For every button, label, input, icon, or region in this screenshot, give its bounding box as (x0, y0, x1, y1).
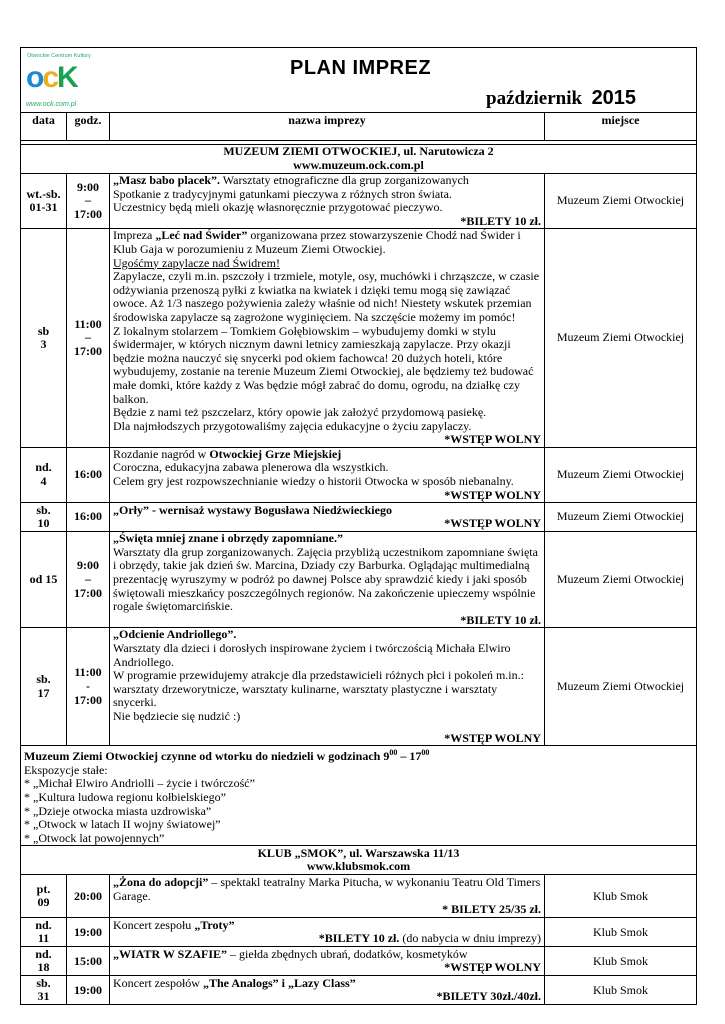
list-item: * „Michał Elwiro Andriolli – życie i twórczość” (24, 776, 255, 791)
header-frame (20, 47, 697, 112)
museum-hours: Muzeum Ziemi Otwockiej czynne od wtorku do niedzieli w godzinach $9^{00} - 17^{00}$ (24, 748, 430, 764)
event-title: „WIATR W SZAFIE” (113, 946, 228, 961)
exhibitions-label: Ekspozycje stałe: (24, 762, 108, 777)
ticket-note: (do nabycia w dniu imprezy) (399, 931, 541, 946)
col-date: data (21, 113, 67, 141)
list-item: * „Dzieje otwocka miasta uzdrowiska” (24, 803, 212, 818)
ticket-label: *WSTĘP WOLNY (444, 960, 541, 975)
ticket-label: *WSTĘP WOLNY (444, 516, 541, 531)
schedule-table (20, 112, 697, 1005)
event-place: Klub Smok (545, 947, 697, 976)
ticket-label: *BILETY 10 zł. (460, 213, 541, 228)
event-place: Muzeum Ziemi Otwockiej (545, 532, 697, 628)
event-title: Otwockiej Grze Miejskiej (209, 446, 342, 461)
logo-mark: ocK (26, 61, 77, 94)
col-time: godz. (67, 113, 110, 141)
event-place: Klub Smok (545, 875, 697, 918)
logo-top-text: Otwockie Centrum Kultury (27, 53, 91, 59)
event-subtitle: Ugośćmy zapylacze nad Świdrem! (113, 255, 280, 270)
table-row: nd. 4 16:00 Rozdanie nagród w Otwockiej Grze Miejskiej Coroczna, edukacyjna zabawa plenerowa dla wszystkich. Celem gry jest rozpowszechnianie wiedzy o historii Otwocka w sposób niebanalny. *WSTĘP WOLNY Muzeum Ziemi Otwockiej (21, 447, 697, 502)
table-row: sb 3 11:00 – 17:00 Impreza „Leć nad Świder” organizowana przez stowarzyszenie Chodź nad Świder i Klub Gaja w porozumieniu z Muzeum Ziemi Otwockiej. Ugośćmy zapylacze nad Świdrem! Zapylacze, czyli m.in. pszczoły i trzmiele, motyle, osy, muchówki i chrząszcze, w czasie odżywiania przenoszą pyłki z kwiatka na kwiatek i dzięki temu mogą się zawiązać owoce. Aż 1/3 naszego pożywienia zależy właśnie od nich! Niestety wskutek przemian środowiska zapylacze są zagrożone wyginięciem. Na szczęście możemy im pomóc! Z lokalnym stolarzem – Tomkiem Gołębiowskim – wybudujemy domki w stylu świdermajer, w których nicznym dawni letnicy zamieszkają zapylacze. Przy okazji będzie można nauczyć się snycerki pod okiem fachowca! 20 dużych hoteli, które wybudujemy, zostanie na terenie Muzeum Ziemi Otwockiej, ale będziemy też budować małe domki, które każdy z Was będzie mógł zabrać do domu, ogrodu, na działkę czy balkon. Będzie z nami też pszczelarz, który opowie jak założyć przydomową pasiekę. Dla najmłodszych przygotowaliśmy zajęcia edukacyjne o życiu zapylaczy. *WSTĘP WOLNY Muzeum Ziemi Otwockiej (21, 229, 697, 448)
ticket-label: *WSTĘP WOLNY (444, 730, 541, 745)
ticket-label: *WSTĘP WOLNY (444, 432, 541, 447)
list-item: * „Otwock w latach II wojny światowej” (24, 817, 221, 832)
table-row: od 15 9:00 – 17:00 „Święta mniej znane i obrzędy zapomniane.” Warsztaty dla grup zorganizowanych. Zajęcia przybliżą uczestnikom zapomniane święta i obrzędy, takie jak dzień św. Marcina, Dziady czy Barburka. Oglądając multimedialną prezentację wyruszymy w podróż po dawnej Polsce aby sprawdzić kiedy i jaki sposób świętowali mieszkańcy poszczególnych regionów. Na zakończenie upieczemy wspólnie rogale świętomarcińskie. *BILETY 10 zł. Muzeum Ziemi Otwockiej (21, 532, 697, 628)
event-place: Klub Smok (545, 976, 697, 1005)
event-title: „Troty” (194, 917, 235, 932)
ticket-label: *BILETY 30zł./40zł. (436, 989, 541, 1004)
logo-url: www.ock.com.pl (26, 101, 77, 108)
col-name: nazwa imprezy (110, 113, 545, 141)
event-place: Muzeum Ziemi Otwockiej (545, 628, 697, 746)
museum-venue-row (21, 145, 697, 174)
column-headers (21, 113, 697, 141)
ticket-label: *BILETY 10 zł. (460, 612, 541, 627)
event-place: Muzeum Ziemi Otwockiej (545, 447, 697, 502)
museum-venue: MUZEUM ZIEMI OTWOCKIEJ, ul. Narutowicza 2 (223, 144, 494, 159)
event-title: „Orły” - wernisaż wystawy Bogusława Niedźwieckiego (113, 502, 392, 517)
ticket-label: * BILETY 25/35 zł. (442, 902, 541, 917)
list-item: * „Otwock lat powojennych” (24, 830, 165, 845)
event-place: Klub Smok (545, 918, 697, 947)
event-title: „Święta mniej znane i obrzędy zapomniane.” (113, 531, 343, 546)
museum-url: www.muzeum.ock.com.pl (293, 158, 424, 172)
event-title: „Masz babo placek”. (113, 173, 221, 187)
list-item: * „Kultura ludowa regionu kołbielskiego” (24, 789, 226, 804)
table-row: nd. 18 15:00 „WIATR W SZAFIE” – giełda zbędnych ubrań, dodatków, kosmetyków *WSTĘP WOLNY Klub Smok (21, 947, 697, 976)
month-year: październik 2015 (486, 87, 637, 109)
table-row: sb. 31 19:00 Koncert zespołów „The Analogs” i „Lazy Class” *BILETY 30zł./40zł. Klub Smok (21, 976, 697, 1005)
table-row: sb. 10 16:00 „Orły” - wernisaż wystawy Bogusława Niedźwieckiego *WSTĘP WOLNY Muzeum Ziemi Otwockiej (21, 503, 697, 532)
museum-info-row (21, 746, 697, 846)
club-url: www.klubsmok.com (306, 859, 411, 874)
table-row: pt. 09 20:00 „Żona do adopcji” – spektakl teatralny Marka Pitucha, w wykonaniu Teatru Old Timers Garage. * BILETY 25/35 zł. Klub Smok (21, 875, 697, 918)
club-venue: KLUB „SMOK”, ul. Warszawska 11/13 (257, 845, 460, 860)
table-row: nd. 11 19:00 Koncert zespołu „Troty” *BILETY 10 zł. (do nabycia w dniu imprezy) Klub Smok (21, 918, 697, 947)
club-venue-row (21, 846, 697, 875)
event-place: Muzeum Ziemi Otwockiej (545, 174, 697, 229)
ticket-label: *BILETY 10 zł. (318, 931, 400, 946)
event-place: Muzeum Ziemi Otwockiej (545, 229, 697, 448)
event-place: Muzeum Ziemi Otwockiej (545, 503, 697, 532)
table-row: sb. 17 11:00 - 17:00 „Odcienie Andriollego”. Warsztaty dla dzieci i dorosłych inspirowane życiem i twórczością Michała Elwiro Andriollego. W programie przewidujemy atrakcje dla przedstawicieli różnych płci i pokoleń m.in.: warsztaty drzeworytnicze, warsztaty kulinarne, warsztaty plastyczne i warsztaty snycerki. Nie będziecie się nudzić :) *WSTĘP WOLNY Muzeum Ziemi Otwockiej (21, 628, 697, 746)
event-title: „Żona do adopcji” (113, 874, 209, 889)
event-title: „The Analogs” i „Lazy Class” (202, 975, 356, 990)
col-place: miejsce (545, 113, 697, 141)
event-title: „Leć nad Świder” (155, 228, 248, 243)
table-row: wt.-sb. 01-31 9:00 – 17:00 „Masz babo placek”. Warsztaty etnograficzne dla grup zorganizowanych Spotkanie z tradycyjnymi gatunkami pieczywa z różnych stron świata. Uczestnicy będą mieli okazję własnoręcznie przygotować pieczywo. *BILETY 10 zł. Muzeum Ziemi Otwockiej (21, 174, 697, 229)
ticket-label: *WSTĘP WOLNY (444, 487, 541, 502)
event-title: „Odcienie Andriollego”. (113, 627, 237, 642)
page-title: PLAN IMPREZ (290, 57, 432, 79)
